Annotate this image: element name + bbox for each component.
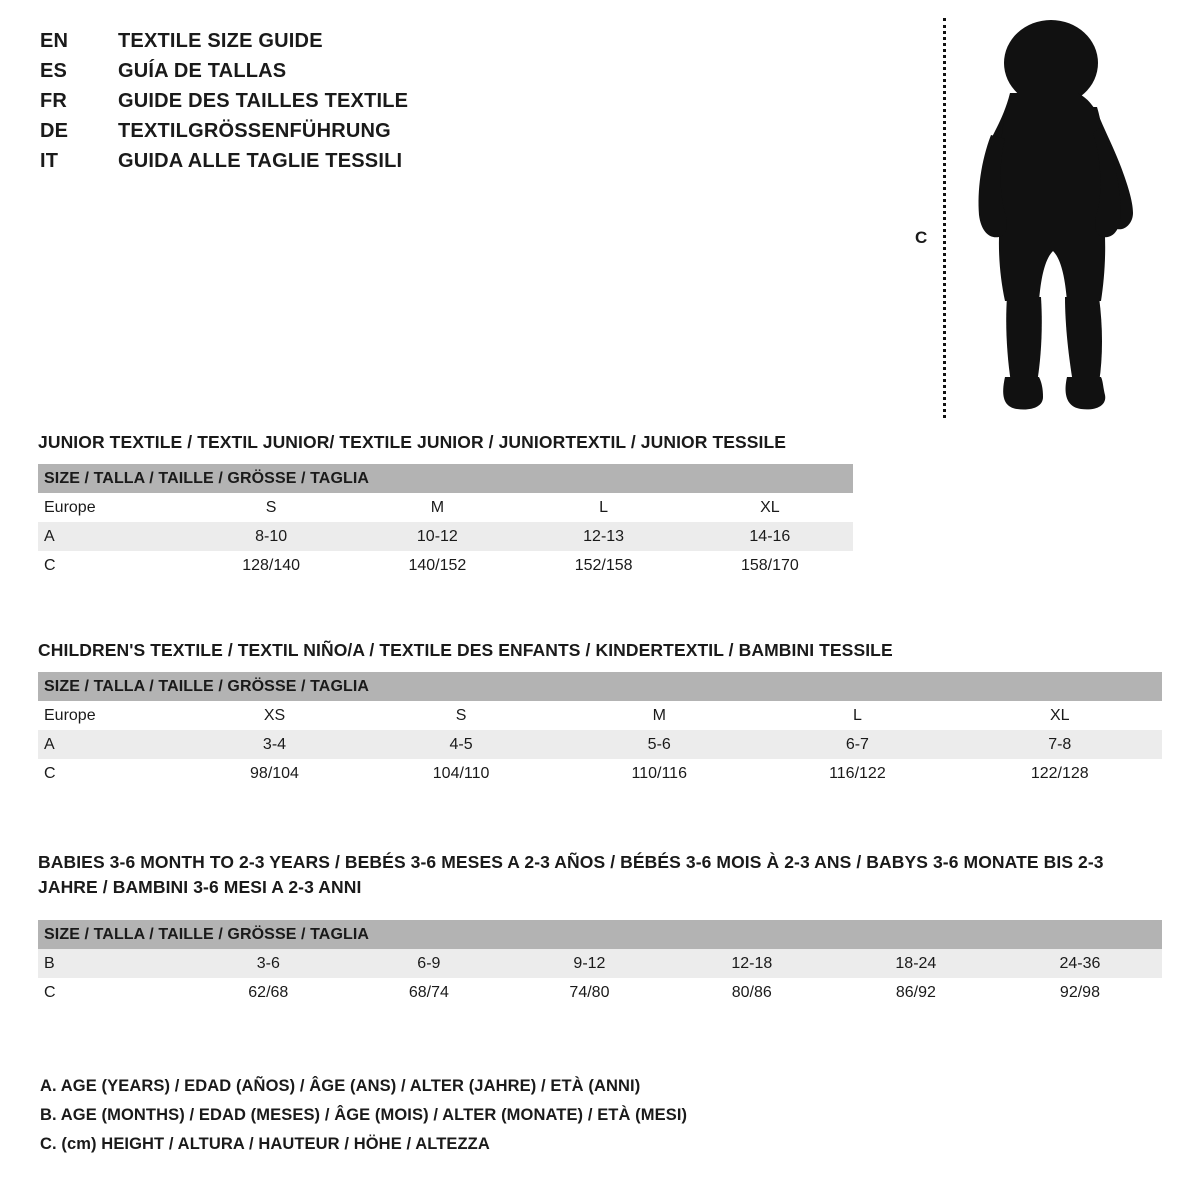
table-band-label: SIZE / TALLA / TAILLE / GRÖSSE / TAGLIA (38, 672, 1162, 701)
table-row-label: B (38, 949, 188, 978)
table-cell: 14-16 (687, 522, 853, 551)
table-row-label: Europe (38, 493, 188, 522)
header-lang-code: IT (40, 150, 59, 172)
table-cell: 68/74 (349, 978, 510, 1007)
size-table-babies (38, 920, 1162, 1007)
header-title-text: TEXTILGRÖSSENFÜHRUNG (118, 120, 391, 142)
table-band-row (38, 464, 853, 493)
table-header-cell: XS (188, 701, 361, 730)
legend-line: B. AGE (MONTHS) / EDAD (MESES) / ÂGE (MOIS) / ALTER (MONATE) / ETÀ (MESI) (40, 1106, 688, 1124)
table-cell: 104/110 (361, 759, 561, 788)
table-cell: 7-8 (958, 730, 1162, 759)
table-row (38, 522, 853, 551)
table-cell: 12-18 (670, 949, 834, 978)
section-children-textile (38, 638, 1162, 788)
table-row-label: Europe (38, 701, 188, 730)
header-row (40, 150, 860, 180)
table-cell: 3-4 (188, 730, 361, 759)
table-cell: 128/140 (188, 551, 354, 580)
table-cell: 110/116 (561, 759, 757, 788)
table-header-cell: M (561, 701, 757, 730)
table-cell: 3-6 (188, 949, 349, 978)
table-band-row (38, 920, 1162, 949)
size-table-junior (38, 464, 853, 580)
header-lang-code: FR (40, 90, 68, 112)
table-header-cell: L (757, 701, 957, 730)
section-title: JUNIOR TEXTILE / TEXTIL JUNIOR/ TEXTILE JUNIOR / JUNIORTEXTIL / JUNIOR TESSILE (38, 432, 787, 452)
table-header-row (38, 701, 1162, 730)
header-title-text: GUIDA ALLE TAGLIE TESSILI (118, 150, 403, 172)
table-cell: 5-6 (561, 730, 757, 759)
header-block (40, 30, 860, 180)
table-cell: 12-13 (521, 522, 687, 551)
section-title: CHILDREN'S TEXTILE / TEXTIL NIÑO/A / TEXTILE DES ENFANTS / KINDERTEXTIL / BAMBINI TESSILE (38, 640, 893, 660)
height-measurement-figure (905, 10, 1155, 420)
table-cell: 62/68 (188, 978, 349, 1007)
table-cell: 6-7 (757, 730, 957, 759)
legend-block (40, 1072, 687, 1159)
table-cell: 10-12 (354, 522, 520, 551)
table-cell: 18-24 (834, 949, 998, 978)
table-band-label: SIZE / TALLA / TAILLE / GRÖSSE / TAGLIA (38, 464, 853, 493)
table-band-row (38, 672, 1162, 701)
header-lang-code: ES (40, 60, 68, 82)
header-title-text: TEXTILE SIZE GUIDE (118, 30, 323, 52)
table-row-label: A (38, 730, 188, 759)
section-title: BABIES 3-6 MONTH TO 2-3 YEARS / BEBÉS 3-6 MESES A 2-3 AÑOS / BÉBÉS 3-6 MOIS À 2-3 ANS / BABYS 3-6 MONATE BIS 2-3 JAHRE / BAMBINI 3-6 MESI A 2-3 ANNI (38, 852, 1104, 897)
table-band-label: SIZE / TALLA / TAILLE / GRÖSSE / TAGLIA (38, 920, 1162, 949)
table-cell: 6-9 (349, 949, 510, 978)
header-lang-code: EN (40, 30, 69, 52)
table-row-label: A (38, 522, 188, 551)
table-header-cell: S (361, 701, 561, 730)
figure-measure-label: C (915, 228, 928, 247)
header-row (40, 90, 860, 120)
table-header-cell: XL (958, 701, 1162, 730)
table-row (38, 978, 1162, 1007)
header-row (40, 120, 860, 150)
table-header-cell: M (354, 493, 520, 522)
table-row (38, 949, 1162, 978)
table-cell: 74/80 (509, 978, 670, 1007)
header-row (40, 30, 860, 60)
header-title-text: GUÍA DE TALLAS (118, 60, 287, 82)
section-junior-textile (38, 430, 1162, 580)
table-row (38, 730, 1162, 759)
legend-line: C. (cm) HEIGHT / ALTURA / HAUTEUR / HÖHE / ALTEZZA (40, 1135, 490, 1153)
header-title-text: GUIDE DES TAILLES TEXTILE (118, 90, 409, 112)
table-row (38, 759, 1162, 788)
table-row-label: C (38, 551, 188, 580)
table-cell: 8-10 (188, 522, 354, 551)
table-cell: 140/152 (354, 551, 520, 580)
section-babies-textile (38, 850, 1162, 1007)
table-row-label: C (38, 978, 188, 1007)
table-cell: 98/104 (188, 759, 361, 788)
table-header-cell: L (521, 493, 687, 522)
header-row (40, 60, 860, 90)
table-cell: 158/170 (687, 551, 853, 580)
table-cell: 152/158 (521, 551, 687, 580)
table-cell: 92/98 (998, 978, 1162, 1007)
table-cell: 86/92 (834, 978, 998, 1007)
table-cell: 122/128 (958, 759, 1162, 788)
table-header-cell: XL (687, 493, 853, 522)
table-cell: 24-36 (998, 949, 1162, 978)
table-cell: 80/86 (670, 978, 834, 1007)
legend-line: A. AGE (YEARS) / EDAD (AÑOS) / ÂGE (ANS) / ALTER (JAHRE) / ETÀ (ANNI) (40, 1077, 641, 1095)
table-header-row (38, 493, 853, 522)
table-cell: 4-5 (361, 730, 561, 759)
table-cell: 9-12 (509, 949, 670, 978)
child-silhouette-icon (955, 15, 1145, 415)
table-header-cell: S (188, 493, 354, 522)
header-lang-code: DE (40, 120, 69, 142)
height-dashed-line (943, 18, 946, 418)
table-cell: 116/122 (757, 759, 957, 788)
size-table-children (38, 672, 1162, 788)
table-row-label: C (38, 759, 188, 788)
table-row (38, 551, 853, 580)
